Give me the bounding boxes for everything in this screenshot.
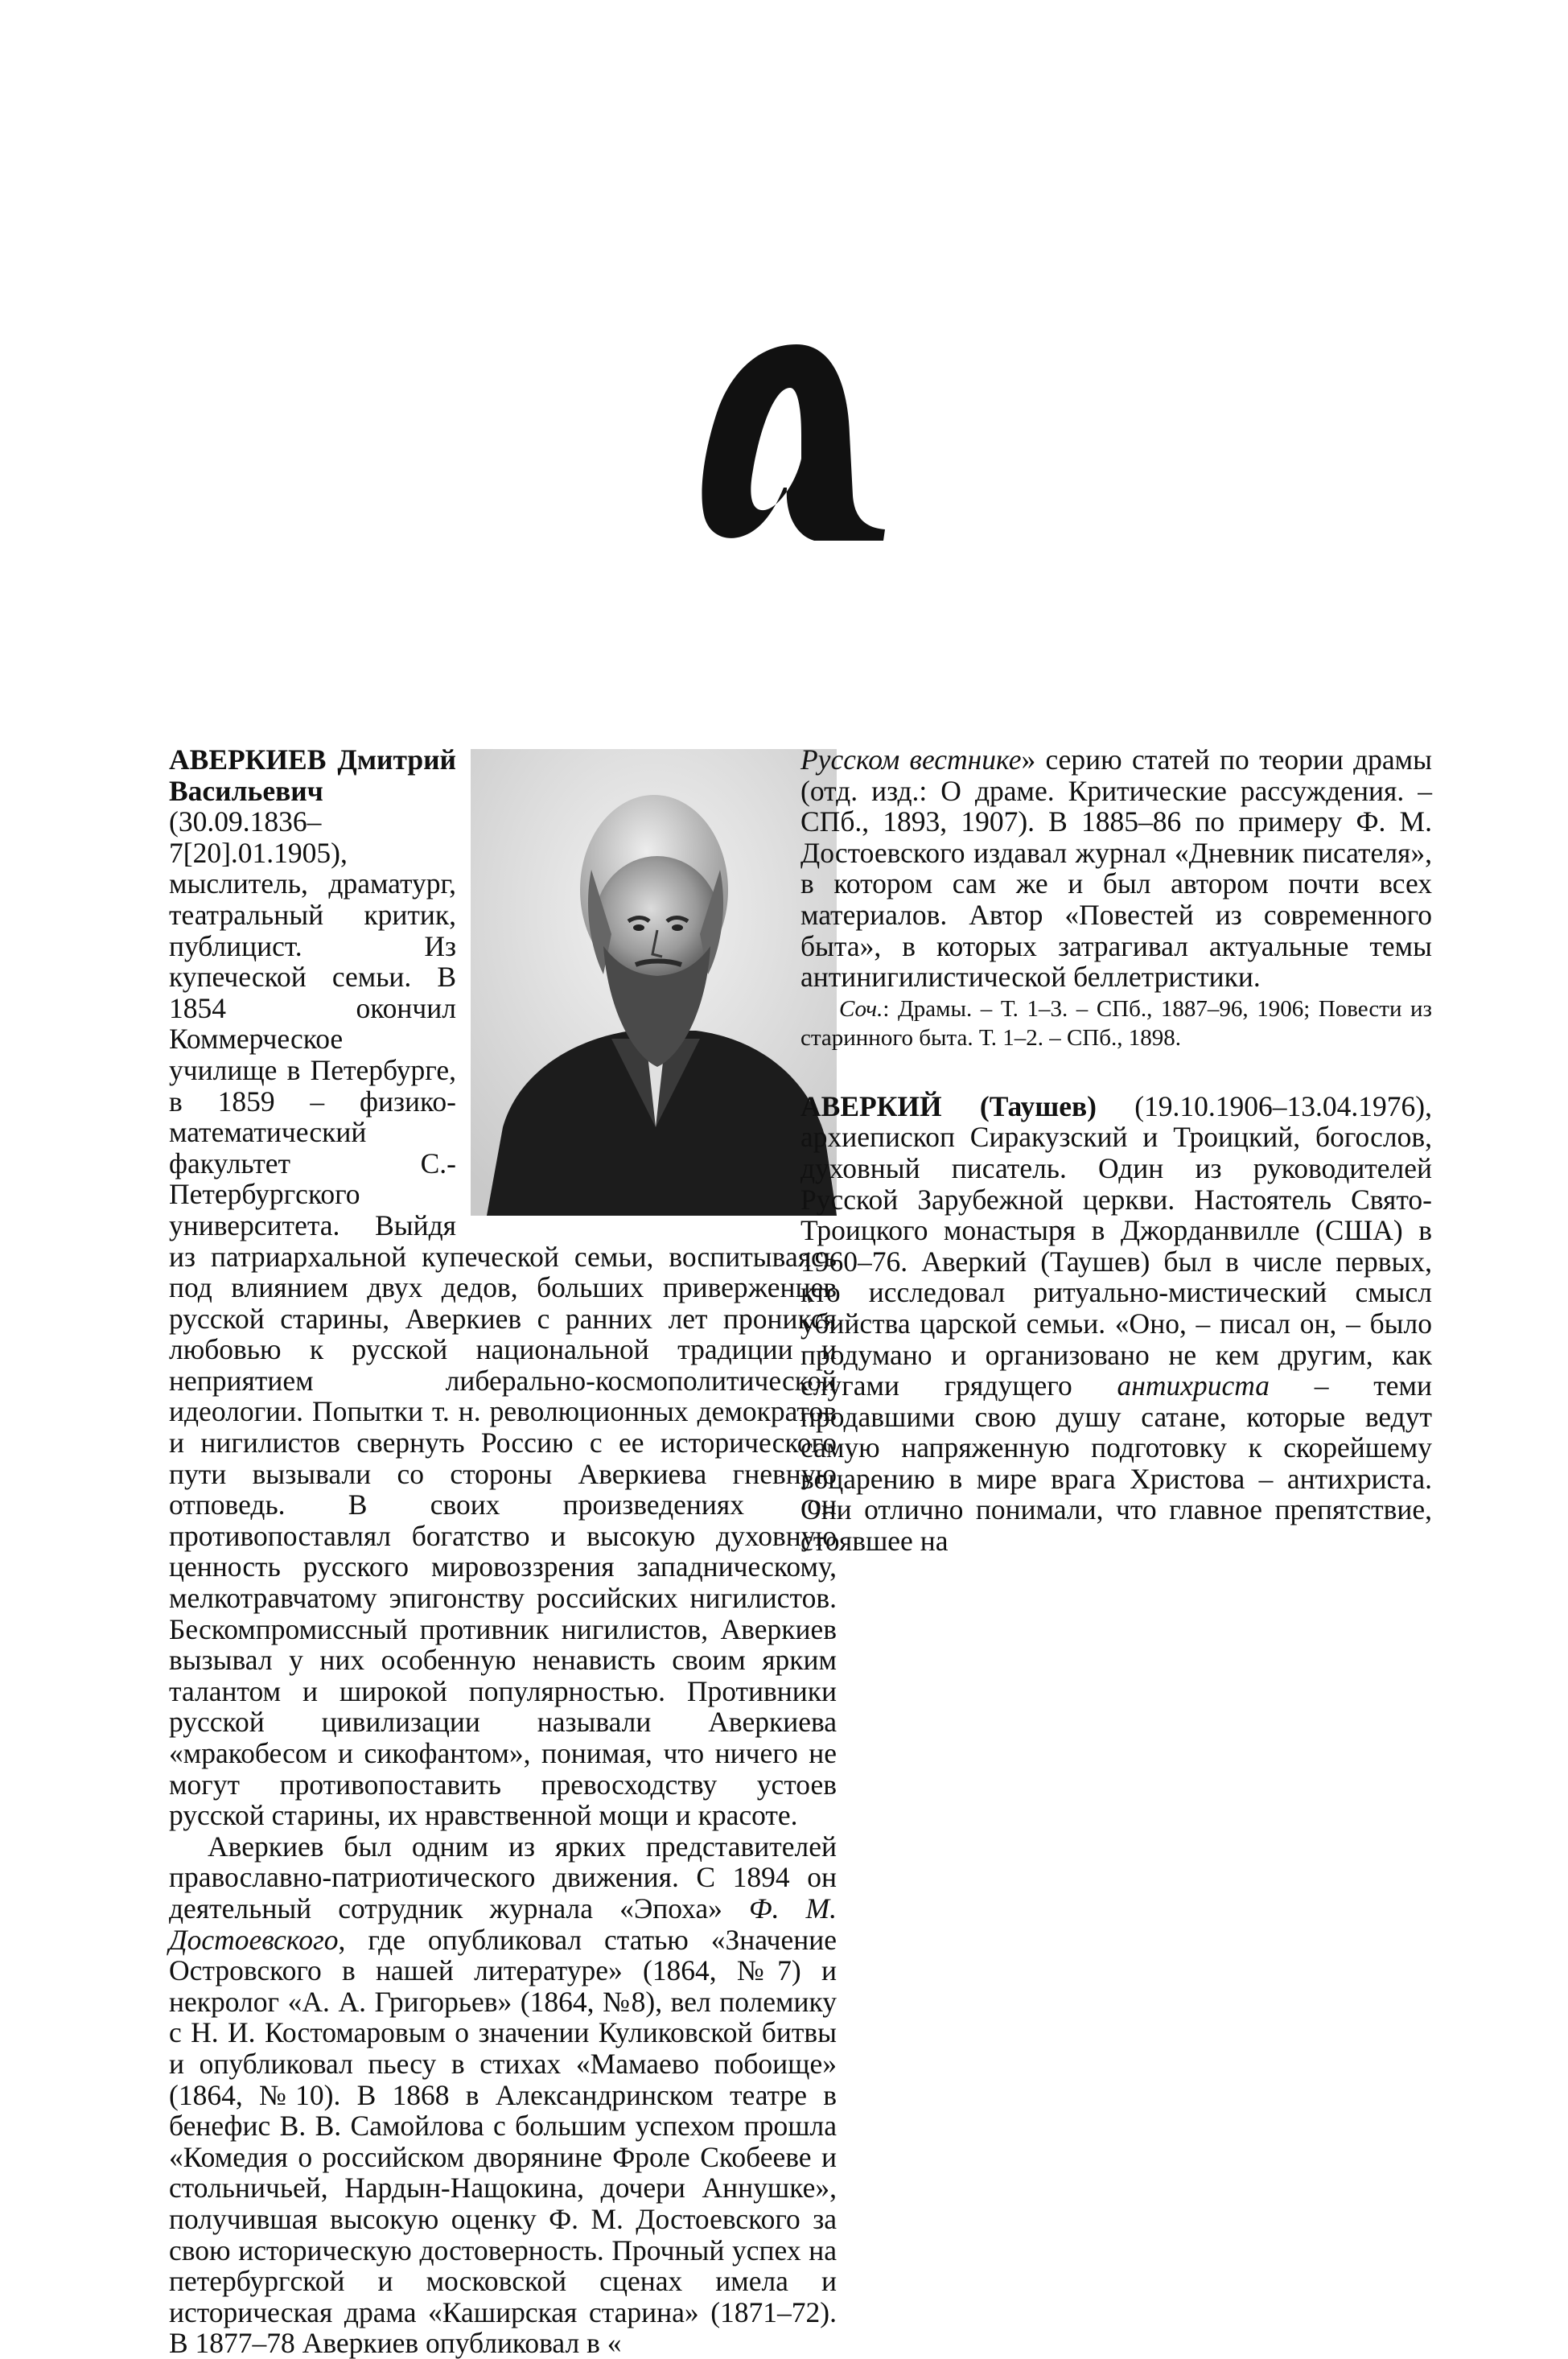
portrait-averkiev xyxy=(471,749,837,1216)
entry-averkiy-headword: АВЕРКИЙ (Таушев) xyxy=(800,1089,1097,1122)
works-label: Соч. xyxy=(839,995,883,1022)
antichrist-term: антихриста xyxy=(1117,1369,1270,1402)
entry-averkiev-para2-cont: , где опубликовал статью «Значение Островского в нашей литературе» (1864, №7) и некролог «А. А. Григорьев» (1864, №8), вел полемику с Н. И. Костомаровым о значении Куликовской битвы и опубликовал пьесу в стихах «Мамаево побоище» (1864, №10). В 1868 в Александринском театре в бенефис В. В. Самойлова с большим успехом прошла «Комедия о российском дворянине Фроле Скобееве и стольничьей, Нардын-Нащокина, дочери Аннушке», получившая высокую оценку Ф. М. Достоевского за свою историческую достоверность. Прочный успех на петербургской и московской сценах имела и историческая драма «Каширская старина» (1871–72). В 1877–78 Аверкиев опубликовал в « xyxy=(169,1923,837,2359)
section-letter-a-glyph xyxy=(684,338,909,547)
dostoevsky-reference: Ф. М. Достоевского xyxy=(169,1892,837,1956)
entry-averkiy-text-a: (19.10.1906–13.04.1976), архиепископ Сиракузский и Троицкий, богослов, духовный писатель. Один из руководителей Русской Зарубежной церкви. Настоятель Свято-Троицкого монастыря в Джорданвилле (США) в 1960–76. Аверкий (Таушев) был в числе первых, кто исследовал ритуально-мистический смысл убийства царской семьи. «Оно, – писал он, – было продумано и организовано не кем другим, как слугами грядущего xyxy=(800,1089,1432,1402)
journal-russkiy-vestnik-ref: Русском вестнике xyxy=(800,743,1022,776)
right-column xyxy=(800,744,1432,1557)
entry-averkiev-paragraph-2: Аверкиев был одним из ярких представителей православно-патриотического движения. С 1894 он деятельный сотрудник журнала «Эпоха» Ф. М. Достоевского, где опубликовал статью «Значение Островского в нашей литературе» (1864, №7) и некролог «А. А. Григорьев» (1864, №8), вел полемику с Н. И. Костомаровым о значении Куликовской битвы и опубликовал пьесу в стихах «Мамаево побоище» (1864, №10). В 1868 в Александринском театре в бенефис В. В. Самойлова с большим успехом прошла «Комедия о российском дворянине Фроле Скобееве и стольничьей, Нардын-Нащокина, дочери Аннушке», получившая высокую оценку Ф. М. Достоевского за свою историческую достоверность. Прочный успех на петербургской и московской сценах имела и историческая драма «Каширская старина» (1871–72). В 1877–78 Аверкиев опубликовал в « xyxy=(169,1830,837,2359)
left-column xyxy=(169,744,837,2359)
entry-averkiy-text-b: – теми продавшими свою душу сатане, которые ведут самую напряженную подготовку к скорейшему воцарению в мире врага Христова – антихриста. Они отлично понимали, что главное препятствие, стоявшее на xyxy=(800,1369,1432,1558)
entry-averkiy-paragraph xyxy=(800,1091,1432,1557)
entry-averkiev-paragraph-1 xyxy=(169,744,837,1831)
entry-averkiev-headword: АВЕРКИЕВ Дмитрий Васильевич xyxy=(169,743,456,807)
entry-averkiev-paragraph-2-continued xyxy=(800,744,1432,993)
works-text: : Драмы. – Т. 1–3. – СПб., 1887–96, 1906; Повести из старинного быта. Т. 1–2. – СПб., 1898. xyxy=(800,995,1432,1051)
entry-averkiev-works xyxy=(800,994,1432,1052)
entry-averkiev-text: (30.09.1836–7[20].01.1905), мыслитель, драматург, театральный критик, публицист. Из купеческой семьи. В 1854 окончил Коммерческое училище в Петербурге, в 1859 – физико-математический факультет С.-Петербургского университета. Выйдя из патриархальной купеческой семьи, воспитываясь под влиянием двух дедов, больших приверженцев русской старины, Аверкиев с ранних лет проникся любовью к русской национальной традиции и неприятием либерально-космополитической идеологии. Попытки т. н. революционных демократов и нигилистов свернуть Россию с ее исторического пути вызывали со стороны Аверкиева гневную отповедь. В своих произведениях он противопоставлял богатство и высокую духовную ценность русского мировоззрения западническому, мелкотравчатому эпигонству российских нигилистов. Бескомпромиссный противник нигилистов, Аверкиев вызывал у них особенную ненависть своим ярким талантом и широкой популярностью. Противники русской цивилизации называли Аверкиева «мракобесом и сикофантом», понимая, что ничего не могут противопоставить превосходству устоев русской старины, их нравственной мощи и красоте. xyxy=(169,805,837,1832)
entry-averkiev-para2-end: » серию статей по теории драмы (отд. изд.: О драме. Критические рассуждения. – СПб., 1893, 1907). В 1885–86 по примеру Ф. М. Достоевского издавал журнал «Дневник писателя», в котором сам же и был автором почти всех материалов. Автор «Повестей из современного быта», в которых затрагивал актуальные темы антинигилистической беллетристики. xyxy=(800,743,1432,994)
